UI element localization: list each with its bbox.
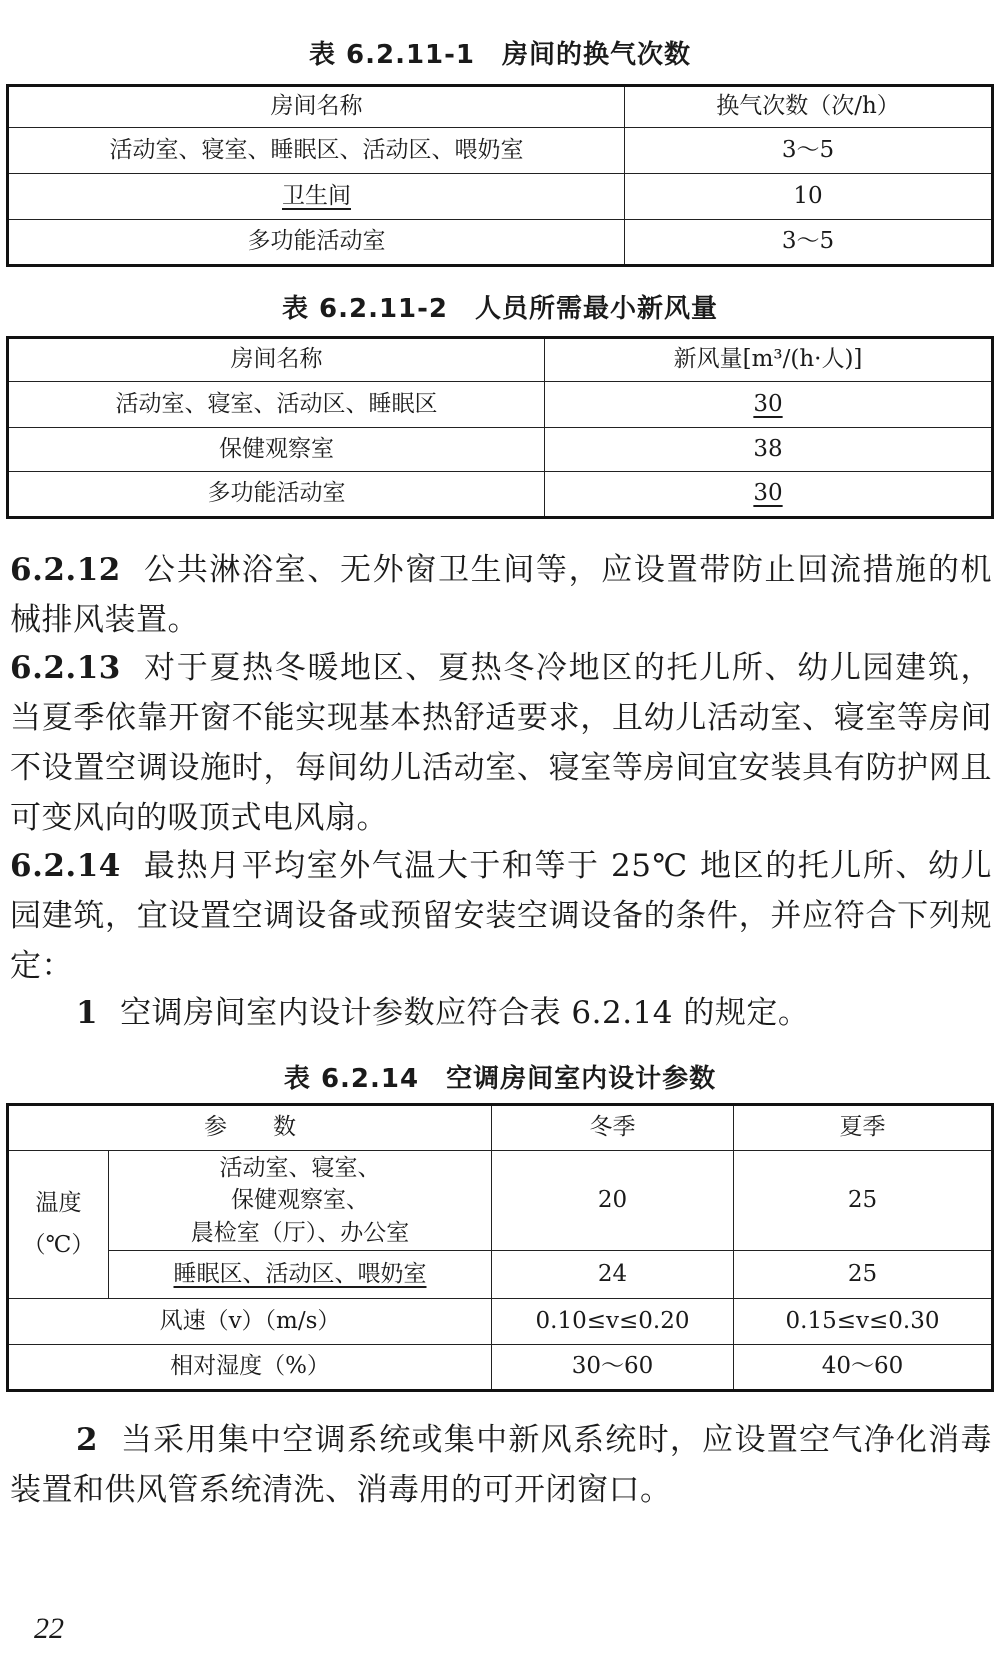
table2-caption: 表 6.2.11-2 人员所需最小新风量 [281, 294, 719, 324]
cell-winter: 24 [492, 1251, 734, 1299]
temp-label: 温度 （℃） [8, 1151, 109, 1299]
header-params: 参 数 [8, 1105, 492, 1151]
header-winter: 冬季 [492, 1105, 734, 1151]
clause-6-2-12: 6.2.12 公共淋浴室、无外窗卫生间等，应设置带防止回流措施的机械排风装置。 [10, 552, 992, 638]
clause-6-2-13: 6.2.13 对于夏热冬暖地区、夏热冬冷地区的托儿所、幼儿园建筑，当夏季依靠开窗不能实现基本热舒适要求，且幼儿活动室、寝室等房间不设置空调设施时，每间幼儿活动室、寝室等房间宜安装具有防护网且可变风向的吸顶式电风扇。 [10, 650, 992, 836]
cell-summer: 25 [734, 1251, 993, 1299]
table-row [8, 1151, 993, 1251]
table-row [8, 174, 993, 220]
clause-item-1: 1 空调房间室内设计参数应符合表 6.2.14 的规定。 [76, 995, 810, 1031]
cell-room: 保健观察室 [8, 428, 545, 472]
table-row [8, 128, 993, 174]
table-ac-design-params [6, 1103, 994, 1392]
cell-room: 活动室、寝室、睡眠区、活动区、喂奶室 [8, 128, 625, 174]
table-row [8, 220, 993, 266]
table1-caption: 表 6.2.11-1 房间的换气次数 [308, 40, 692, 70]
table-row [8, 472, 993, 518]
table-fresh-air [6, 336, 994, 519]
table-air-change-rate [6, 84, 994, 267]
cell-value: 3～5 [625, 220, 993, 266]
clause-item-2: 2 当采用集中空调系统或集中新风系统时，应设置空气净化消毒装置和供风管系统清洗、消毒用的可开闭窗口。 [10, 1422, 992, 1508]
cell-winter: 20 [492, 1151, 734, 1251]
cell-winter: 0.10≤v≤0.20 [492, 1299, 734, 1345]
cell-room: 多功能活动室 [8, 472, 545, 518]
table-row [8, 382, 993, 428]
clause-6-2-14: 6.2.14 最热月平均室外气温大于和等于 25℃ 地区的托儿所、幼儿园建筑，宜设置空调设备或预留安装空调设备的条件，并应符合下列规定： [10, 848, 992, 984]
cell-param: 活动室、寝室、 保健观察室、 晨检室（厅）、办公室 [109, 1151, 492, 1251]
cell-value: 10 [625, 174, 993, 220]
table3-caption: 表 6.2.14 空调房间室内设计参数 [283, 1064, 717, 1094]
cell-summer: 40～60 [734, 1345, 993, 1391]
cell-param: 睡眠区、活动区、喂奶室 [109, 1251, 492, 1299]
header-room-name: 房间名称 [8, 86, 625, 128]
cell-summer: 0.15≤v≤0.30 [734, 1299, 993, 1345]
header-summer: 夏季 [734, 1105, 993, 1151]
cell-winter: 30～60 [492, 1345, 734, 1391]
cell-param: 相对湿度（%） [8, 1345, 492, 1391]
header-fresh-air: 新风量[m³/(h·人)] [545, 338, 993, 382]
cell-summer: 25 [734, 1151, 993, 1251]
table-row [8, 1251, 993, 1299]
table-row [8, 428, 993, 472]
cell-room: 卫生间 [8, 174, 625, 220]
header-air-change: 换气次数（次/h） [625, 86, 993, 128]
cell-room: 活动室、寝室、活动区、睡眠区 [8, 382, 545, 428]
cell-value: 30 [545, 382, 993, 428]
page-number: 22 [34, 1612, 64, 1645]
table-row [8, 1345, 993, 1391]
cell-room: 多功能活动室 [8, 220, 625, 266]
table-header-row [8, 1105, 993, 1151]
table-row [8, 1299, 993, 1345]
cell-param: 风速（v）（m/s） [8, 1299, 492, 1345]
table-header-row [8, 86, 993, 128]
cell-value: 3～5 [625, 128, 993, 174]
header-room-name: 房间名称 [8, 338, 545, 382]
table-header-row [8, 338, 993, 382]
cell-value: 30 [545, 472, 993, 518]
cell-value: 38 [545, 428, 993, 472]
